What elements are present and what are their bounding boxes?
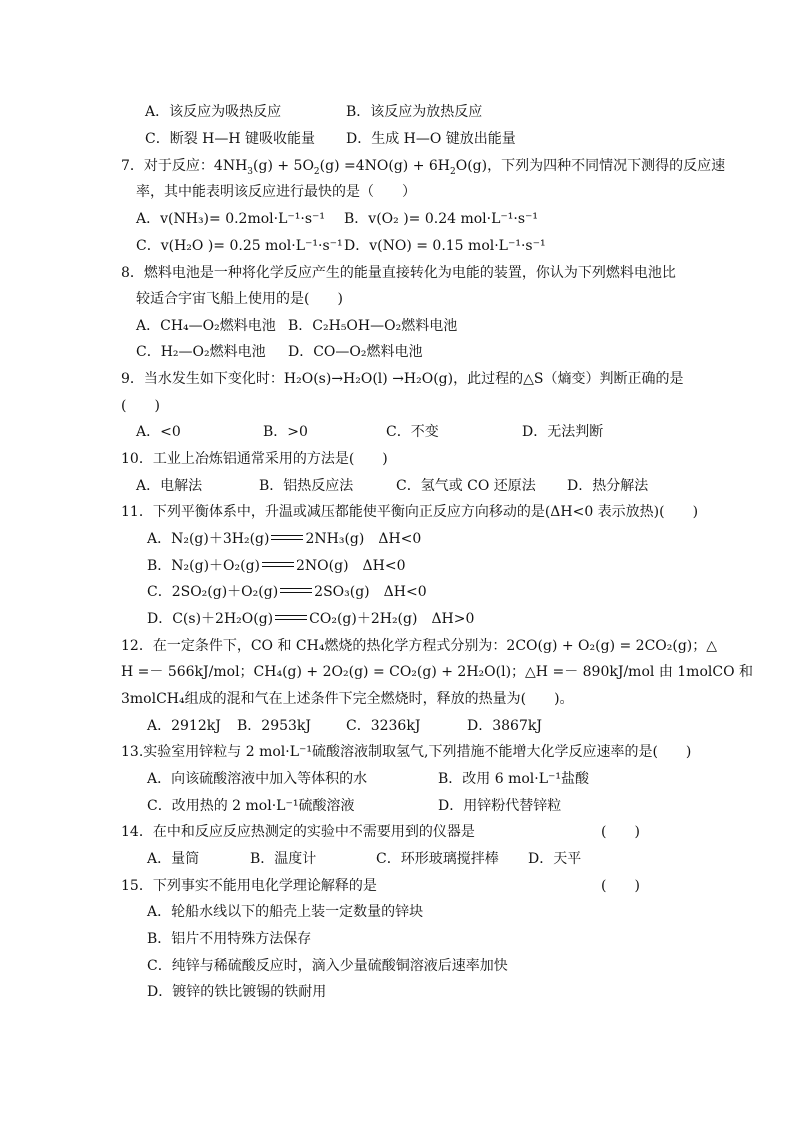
- q13-stem: 13.实验室用锌粒与 2 mol·L⁻¹硫酸溶液制取氢气,下列措施不能增大化学反应速率的是( ): [121, 744, 692, 760]
- q9-option-a: A．<0: [136, 424, 181, 440]
- equilibrium-arrow-icon: [280, 588, 312, 596]
- q10-option-c: C．氢气或 CO 还原法: [396, 478, 536, 494]
- q15-stem: 15．下列事实不能用电化学理论解释的是: [121, 878, 377, 894]
- q15-answer-bracket: ( ): [601, 878, 640, 894]
- q8-option-c: C．H₂—O₂燃料电池: [136, 344, 266, 360]
- q12-stem-line2: H =－ 566kJ/mol；CH₄(g) + 2O₂(g) = CO₂(g) + 2H₂O(l)；△H =－ 890kJ/mol 由 1molCO 和: [121, 664, 753, 680]
- q14-option-a: A．量筒: [147, 851, 200, 867]
- q8-option-a: A．CH₄—O₂燃料电池: [136, 318, 276, 334]
- equilibrium-arrow-icon: [262, 562, 294, 570]
- q9-stem-line2: ( ): [121, 398, 160, 414]
- equilibrium-arrow-icon: [275, 615, 307, 623]
- q12-option-d: D．3867kJ: [467, 718, 542, 734]
- q15-option-a: A．轮船水线以下的船壳上装一定数量的锌块: [147, 904, 424, 920]
- q11-option-c: C．2SO₂(g)＋O₂(g) 2SO₃(g) ΔH<0: [147, 584, 427, 600]
- q13-option-a: A．向该硫酸溶液中加入等体积的水: [147, 771, 368, 787]
- q14-option-c: C．环形玻璃搅拌棒: [376, 851, 499, 867]
- q9-option-b: B．>0: [263, 424, 308, 440]
- q11-option-a: A．N₂(g)＋3H₂(g) 2NH₃(g) ΔH<0: [147, 531, 422, 547]
- q12-option-c: C．3236kJ: [346, 718, 421, 734]
- q9-option-c: C．不变: [386, 424, 439, 440]
- q14-option-b: B．温度计: [250, 851, 317, 867]
- q13-option-c: C．改用热的 2 mol·L⁻¹硫酸溶液: [147, 798, 355, 814]
- q13-option-d: D．用锌粉代替锌粒: [438, 798, 562, 814]
- q8-stem-line2: 较适合宇宙飞船上使用的是( ): [136, 291, 343, 307]
- q10-option-b: B．铝热反应法: [259, 478, 354, 494]
- q14-option-d: D．天平: [528, 851, 582, 867]
- q11-option-b: B．N₂(g)＋O₂(g) 2NO(g) ΔH<0: [147, 558, 406, 574]
- equilibrium-arrow-icon: [271, 535, 303, 543]
- q11-stem: 11．下列平衡体系中，升温或减压都能使平衡向正反应方向移动的是(ΔH<0 表示放热)( ): [121, 504, 699, 520]
- q15-option-d: D．镀锌的铁比镀锡的铁耐用: [147, 984, 327, 1000]
- q7-stem-line2: 率，其中能表明该反应进行最快的是（ ）: [136, 184, 416, 200]
- q7-option-c: C．v(H₂O )= 0.25 mol·L⁻¹·s⁻¹: [136, 238, 343, 254]
- q8-option-d: D．CO—O₂燃料电池: [288, 344, 423, 360]
- q6-option-d: D．生成 H—O 键放出能量: [346, 131, 516, 147]
- q12-option-a: A．2912kJ: [147, 718, 221, 734]
- q10-stem: 10．工业上冶炼铝通常采用的方法是( ): [121, 451, 388, 467]
- q12-stem-line1: 12．在一定条件下，CO 和 CH₄燃烧的热化学方程式分别为：2CO(g) + O₂(g) = 2CO₂(g)；△: [121, 638, 718, 654]
- q7-option-b: B．v(O₂ )= 0.24 mol·L⁻¹·s⁻¹: [344, 211, 539, 227]
- q6-option-a: A．该反应为吸热反应: [145, 104, 282, 120]
- q15-option-b: B．铝片不用特殊方法保存: [147, 931, 312, 947]
- q11-option-d: D．C(s)＋2H₂O(g) CO₂(g)＋2H₂(g) ΔH>0: [147, 611, 475, 627]
- q13-option-b: B．改用 6 mol·L⁻¹盐酸: [438, 771, 590, 787]
- q9-stem-line1: 9．当水发生如下变化时：H₂O(s)→H₂O(l) →H₂O(g)，此过程的△S（熵变）判断正确的是: [121, 371, 684, 387]
- q12-option-b: B．2953kJ: [237, 718, 312, 734]
- q8-option-b: B．C₂H₅OH—O₂燃料电池: [288, 318, 458, 334]
- q14-answer-bracket: ( ): [601, 824, 640, 840]
- q7-option-d: D．v(NO) = 0.15 mol·L⁻¹·s⁻¹: [344, 238, 546, 254]
- q9-option-d: D．无法判断: [522, 424, 604, 440]
- q15-option-c: C．纯锌与稀硫酸反应时，滴入少量硫酸铜溶液后速率加快: [147, 958, 508, 974]
- q10-option-d: D．热分解法: [567, 478, 649, 494]
- q8-stem-line1: 8．燃料电池是一种将化学反应产生的能量直接转化为电能的装置，你认为下列燃料电池比: [121, 265, 676, 281]
- q7-option-a: A．v(NH₃)= 0.2mol·L⁻¹·s⁻¹: [136, 211, 326, 227]
- q10-option-a: A．电解法: [136, 478, 203, 494]
- q7-stem-line1: 7．对于反应：$4NH_3(g) + 5O_2(g) =4NO(g) + 6H_2O(g)$，下列为四种不同情况下测得的反应速: [121, 158, 726, 177]
- q12-stem-line3: 3molCH₄组成的混和气在上述条件下完全燃烧时，释放的热量为( )。: [121, 691, 574, 707]
- q14-stem: 14．在中和反应反应热测定的实验中不需要用到的仪器是: [121, 824, 475, 840]
- q6-option-b: B．该反应为放热反应: [346, 104, 483, 120]
- q6-option-c: C．断裂 H—H 键吸收能量: [145, 131, 316, 147]
